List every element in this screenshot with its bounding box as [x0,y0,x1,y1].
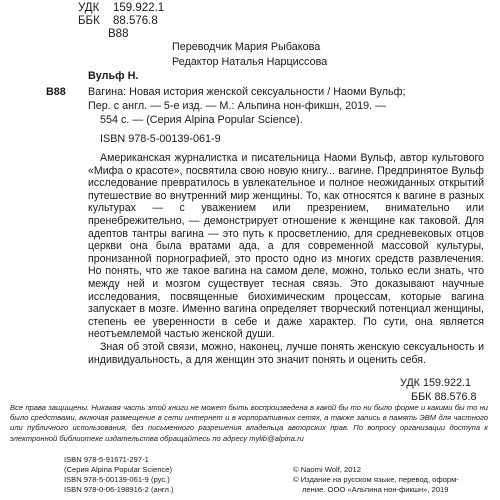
udk-value: 159.922.1 [113,2,165,14]
isbn-list-item: ISBN 978-0-06-198916-2 (англ.) [64,485,174,494]
biblio-entry-line2: Пер. с англ. — 5-е изд. — М.: Альпина нон-фикшн, 2019. — [88,100,386,112]
biblio-code: В88 [46,86,66,98]
bbk-label: ББК [78,15,100,27]
isbn-list-item: ISBN 978-5-91671-297-1 [64,455,149,464]
biblio-entry-line3: 554 с. — (Серия Alpina Popular Science). [100,114,303,126]
bbk-value: 88.576.8 [113,15,158,27]
udk-label: УДК [78,2,100,14]
isbn-list-item: (Серия Alpina Popular Science) [64,465,172,474]
copyright-line: © Издание на русском языке, перевод, оформ- [293,475,459,484]
annotation-paragraph-1: Американская журналистка и писательница Наоми Вульф, автор культового «Мифа о красоте», посвятила свою новую книгу... вагине. Предпринятое Вульф исследование превратилось в увлекательное и полное неожиданных открытий путешествие во внутренний мир женщины. То, как относятся к вагине в разных культурах — с уважением или презрением, внимательно или пренебрежительно, — демонстрирует отношение к женщине как таковой. Для адептов тантры вагина — это путь к просветлению, для средневековых отцов церкви она была вратами ада, а для современной массовой культуры, пронизанной порнографией, это просто одно из многих средств развлечения. Но понять, что же такое вагина на самом деле, можно, только если знать, что между ней и мозгом существует тесная связь. Это доказывают научные исследования, посвященные биохимическим процессам, которые вагина запускает в мозге. Именно вагина определяет творческий потенциал женщины, степень ее уверенности в себе и даже характер. По сути, она является неотъемлемой частью женской души. [88,152,484,341]
translator-credit: Переводчик Мария Рыбакова [172,41,321,53]
copyright-line: © Naomi Wolf, 2012 [293,465,361,474]
isbn-list-item: ISBN 978-5-00139-061-9 (рус.) [64,475,170,484]
annotation-paragraph-2: Зная об этой связи, можно, наконец, лучше понять женскую сексуальность и индивидуальность, а для женщин это значит понять и оценить себя. [88,340,484,366]
rights-notice: Все права защищены. Никакая часть этой книги не может быть воспроизведена в какой бы то ни было форме и какими бы то ни было средствами, включая размещение в сети интернет и в корпоративных сетях, а также запись в память ЭВМ для частного или публичного использования, без письменного разрешения владельца авторских прав. По вопросу организации доступа к электронной библиотеке издательства обращайтесь по адресу mylib@alpina.ru [10,403,488,443]
annotation [88,152,484,366]
editor-credit: Редактор Наталья Нарциссова [172,56,328,68]
biblio-entry-line1: Вагина: Новая история женской сексуальности / Наоми Вульф; [88,86,406,98]
author-heading: Вульф Н. [88,70,139,82]
header-code: В88 [108,28,129,40]
footer-bbk: ББК 88.576.8 [411,391,477,403]
footer-udk: УДК 159.922.1 [400,377,472,389]
isbn-main: ISBN 978-5-00139-061-9 [100,133,221,145]
copyright-line: ление. ООО «Альпина нон-фикшн», 2019 [302,485,449,494]
